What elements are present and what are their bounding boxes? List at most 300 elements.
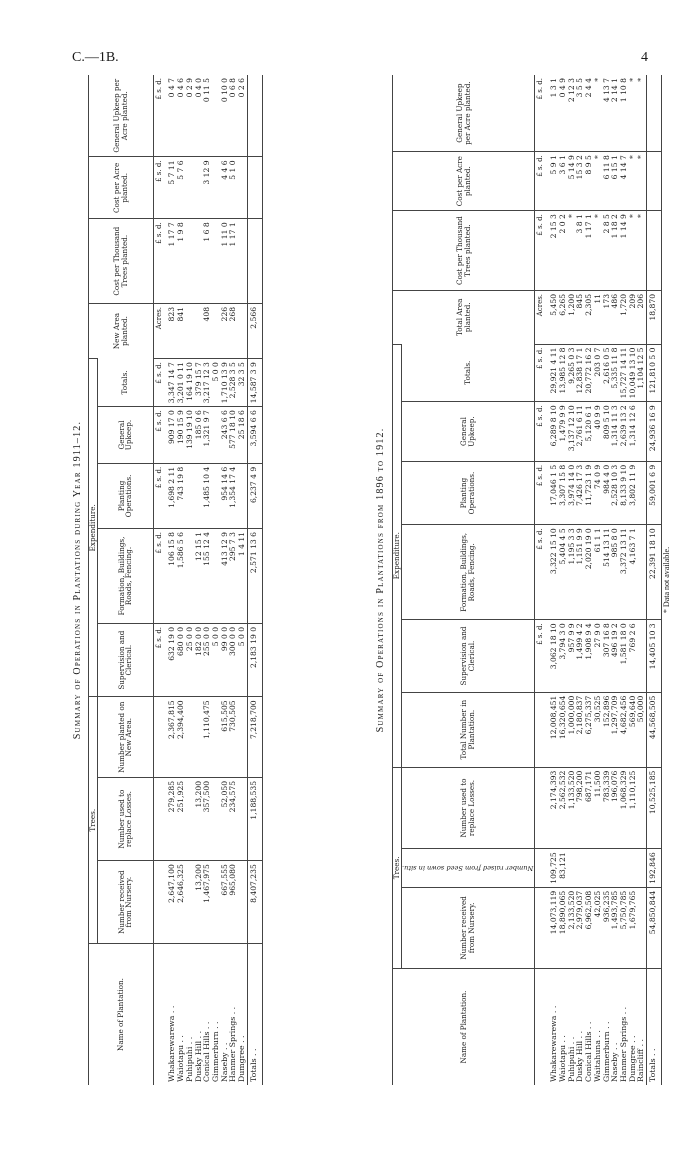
table-cell [238,219,247,304]
col-cost-thousand: Cost per Thousand Trees planted. [393,211,535,291]
table-cell: 13,985 12 8 [559,344,568,402]
table-cell: 14,405 10 3 [647,620,662,692]
table-cell: 52,050 [221,777,230,860]
table-cell: 954 14 6 [221,463,230,528]
table-cell: 1,110,125 [629,767,638,849]
table-cell: 1,151 9 9 [576,525,585,620]
table-cell [637,620,646,692]
table-row [186,75,195,1085]
table-cell: 164 19 10 [186,359,195,407]
table-cell: 6,275,337 [585,692,594,767]
table-cell: 307 16 8 [603,620,612,692]
table-cell: 5 0 0 [238,623,247,696]
table-cell: 8,133 9 10 [620,461,629,524]
table-cell: 2 0 2 [559,211,568,291]
table-cell: 1 9 8 [177,219,186,304]
table-cell [247,157,262,219]
table-cell: 0 4 0 [193,78,203,98]
table-cell: 2,020 19 0 [585,525,594,620]
table-cell: 798,200 [576,767,585,849]
table-cell: 1,720 [620,290,629,344]
table-cell: 25 0 0 [186,623,195,696]
col-area: Total Area planted. [393,290,535,344]
table-cell: 1 6 8 [203,219,212,304]
group-trees: Trees. [393,767,402,968]
table-cell [535,767,545,849]
table-cell: 27 9 0 [594,620,603,692]
table-cell [637,402,646,462]
table-cell [535,849,545,887]
table-cell: 0 4 6 [176,78,186,98]
table-cell: 1,321 9 7 [203,407,212,464]
table-cell: 10,049 13 10 [629,344,638,402]
table-cell: 4 4 6 [221,157,230,219]
table-cell: 985 8 0 [611,525,620,620]
plantation-name-cell: Waiotapu . . [559,969,568,1086]
table2-title: Summary of Operations in Plantations from 1896 to 1912. [375,427,386,733]
col-upkeep: General Upkeep. [97,407,153,464]
table-cell [186,219,195,304]
table-cell: 957 9 9 [568,620,577,692]
plantation-name-cell: Hanmer Springs . . [620,969,629,1086]
table-cell: 182 0 0 [195,623,204,696]
table-cell: 965,080 [229,861,238,944]
table-cell: 74 0 9 [594,461,603,524]
units-row [535,75,545,1085]
table-cell: 769 2 6 [629,620,638,692]
plantation-name-cell: Raincliff . . [637,969,646,1086]
table-cell: 823 [168,303,177,358]
table-cell [629,849,638,887]
table-cell: 841 [177,303,186,358]
table-cell [585,849,594,887]
table-cell: 13,200 [195,861,204,944]
table-cell: 155 12 4 [203,529,212,624]
table-cell: 1,104 12 5 [637,344,646,402]
table-cell: 2,639 13 2 [620,402,629,462]
col-cost-thousand: Cost per Thousand Trees planted. [89,219,154,304]
table-cell [647,211,662,291]
plantation-name-cell: Hanmer Springs . . [229,944,238,1086]
table-cell [153,861,163,944]
table-cell: 11,500 [594,767,603,849]
page-number: 4 [641,50,648,65]
col-upkeep-acre: General Upkeep per Acre planted. [89,75,154,157]
table-cell: 209 [629,290,638,344]
table-cell: 5 9 1 [550,152,559,211]
table-cell: 3,201 0 11 [177,359,186,407]
table-cell: 2 4 4 [584,78,594,98]
plantation-name-cell: Dusky Hill . . [195,944,204,1086]
col-supervision: Supervision and Clerical. [97,623,153,696]
group-expenditure: Expenditure. [89,359,98,697]
table-cell: £ s. d. [535,620,545,692]
table-cell: £ s. d. [535,211,545,291]
plantation-name-cell: Naseby . . [611,969,620,1086]
col-received: Number received from Nursery. [97,861,153,944]
table-cell [535,887,545,968]
table-row [620,75,629,1085]
table-cell: 569,640 [629,692,638,767]
table-cell [247,219,262,304]
table-cell: 234,575 [229,777,238,860]
table-cell: 667,555 [221,861,230,944]
table-cell: 1,499 4 2 [576,620,585,692]
col-replace: Number used to replace Losses. [401,767,535,849]
col-cost-acre: Cost per Acre planted. [393,152,535,211]
table-cell: * [592,78,602,82]
table-cell: 25 18 6 [238,407,247,464]
table-cell: 1,314 11 3 [611,402,620,462]
table-cell: * [627,78,637,82]
table-cell: 5 0 0 [212,623,221,696]
table-cell: 226 [221,303,230,358]
plantation-name-cell [153,944,163,1086]
table-cell: 1,493,785 [611,887,620,968]
col-formation: Formation, Buildings, Roads, Fencing. [97,529,153,624]
plantation-name-cell: Dumgree . . [629,969,638,1086]
table-cell: 14,587 3 9 [247,359,262,407]
table-cell: 5 0 0 [212,359,221,407]
table-cell: 15 3 2 [576,152,585,211]
group-expenditure: Expenditure. [393,344,402,767]
table-cell: 2,367,815 [168,697,177,778]
col-seed [401,849,535,887]
table-cell: 5,335 11 8 [611,344,620,402]
table-cell: 1,586 5 6 [177,529,186,624]
col-name: Name of Plantation. [89,944,154,1086]
table-cell: 20,772 16 2 [585,344,594,402]
table-row [629,75,638,1085]
table-cell: 7,218,700 [247,697,262,778]
table-cell: * [629,211,638,291]
table-cell: 1,479 9 9 [559,402,568,462]
col-new: Number planted on New Area. [97,697,153,778]
table-row [559,75,568,1085]
table-cell: 203 0 7 [594,344,603,402]
table-cell [568,849,577,887]
table-cell: 3 5 5 [575,78,585,98]
table-cell [594,849,603,887]
document-code: C.—1B. [72,50,119,65]
table-cell: 106 15 8 [168,529,177,624]
table-cell: £ s. d. [153,407,163,464]
table-cell: 6,265 [559,290,568,344]
table-cell: £ s. d. [535,402,545,462]
table-cell: 3 6 1 [559,152,568,211]
table-cell: 2,647,100 [168,861,177,944]
table-cell [576,849,585,887]
table-cell: 984 4 0 [603,461,612,524]
table-cell: 2,646,325 [177,861,186,944]
table-cell: 196,076 [611,767,620,849]
table-cell: 809 5 10 [603,402,612,462]
table-cell: 0 11 5 [202,78,212,103]
table-cell [637,461,646,524]
table-cell: 2,133,520 [568,887,577,968]
table-cell: 2,528 10 3 [611,461,620,524]
units-row [153,75,163,1085]
plantation-name-cell: Puhipuhi . . [568,969,577,1086]
table-cell [238,777,247,860]
plantation-name-cell [535,969,545,1086]
table-cell: Acres. [535,290,545,344]
table-cell: 0 4 9 [557,78,567,98]
table-cell: 1 18 2 [611,211,620,291]
table-cell: 54,850,844 [647,887,662,968]
table-cell [153,777,163,860]
table-cell: 4,163 7 1 [629,525,638,620]
table-cell: 6,962,508 [585,887,594,968]
table-cell: 486 [611,290,620,344]
table-cell: 2 8 5 [603,211,612,291]
plantation-name-cell: Whakarewarewa . . [168,944,177,1086]
table-cell: 3,322 15 10 [550,525,559,620]
table-cell: £ s. d. [154,78,163,100]
table-cell: 295 7 3 [229,529,238,624]
table-row [585,75,594,1085]
table-cell [186,463,195,528]
table-cell: 5 7 11 [168,157,177,219]
table-cell: 4,682,456 [620,692,629,767]
table-cell: 730,505 [229,697,238,778]
plantation-name-cell: Conical Hills . . [203,944,212,1086]
table-cell [637,525,646,620]
table-cell: 13,200 [195,777,204,860]
table-cell: 11 [594,290,603,344]
col-cost-acre: Cost per Acre planted. [89,157,154,219]
table-cell: 139 19 10 [186,407,195,464]
table-cell: 1 17 1 [585,211,594,291]
table-cell: 357,500 [203,777,212,860]
table-cell: 514 13 11 [603,525,612,620]
table-cell [637,767,646,849]
table-cell: 3,137 12 10 [568,402,577,462]
table-cell: 680 0 0 [177,623,186,696]
table-cell: 3,974 14 0 [568,461,577,524]
table-cell: 12 15 1 [195,529,204,624]
table-cell [238,861,247,944]
plantation-name-cell: Puhipuhi . . [186,944,195,1086]
table-cell: 1 17 1 [229,219,238,304]
table-cell: * [636,78,646,82]
table-cell [238,697,247,778]
plantation-name-cell: Dusky Hill . . [576,969,585,1086]
table-cell: £ s. d. [535,344,545,402]
table-cell: 0 2 6 [237,78,247,98]
table-cell: * [594,152,603,211]
plantation-name-cell: Dumgree . . [238,944,247,1086]
plantation-name-cell: Totals . . [247,944,262,1086]
col-name: Name of Plantation. [393,969,535,1086]
table-cell: 6,237 4 9 [247,463,262,528]
table-cell: 30,525 [594,692,603,767]
table-cell: 6 15 1 [611,152,620,211]
table-cell: 18,870 [647,290,662,344]
table-cell: 0 4 7 [167,78,177,98]
table-cell: 2 14 1 [610,78,620,103]
table-cell: 1,314 12 6 [629,402,638,462]
table-cell: 2,528 3 5 [229,359,238,407]
col-upkeep-acre: General Upkeep per Acre planted. [393,75,535,152]
table-cell: 1 11 0 [221,219,230,304]
table-cell: 1,354 17 4 [229,463,238,528]
table-cell: £ s. d. [153,623,163,696]
table-cell: 3 8 1 [576,211,585,291]
table-cell: 5,404 4 5 [559,525,568,620]
table-cell [647,152,662,211]
table-cell [247,75,262,157]
col-total: Total Number in Plantation. [401,692,535,767]
table-cell: 1 17 7 [168,219,177,304]
table-cell: 496 19 2 [611,620,620,692]
rotated-content [70,75,680,1085]
table-cell: 109,725 [550,849,559,887]
table-cell: 15,727 14 11 [620,344,629,402]
table-cell: 14,073,119 [550,887,559,968]
table-cell: 1 4 11 [238,529,247,624]
table-cell: 192,846 [647,849,662,887]
table-cell: 3,347 14 7 [168,359,177,407]
table-cell: 1,068,329 [620,767,629,849]
table-cell: * [637,152,646,211]
table-cell: 99 0 0 [221,623,230,696]
table-cell: 3 12 9 [203,157,212,219]
table-cell: 1,679,765 [629,887,638,968]
table-cell: 2,394,400 [177,697,186,778]
table-row [229,75,238,1085]
table-cell: 185 0 6 [195,407,204,464]
table-cell: 2,616 0 5 [603,344,612,402]
table-cell: 190 15 9 [177,407,186,464]
table-cell: 2,183 19 0 [247,623,262,696]
table-cell: 121,810 5 0 [647,344,662,402]
table-cell: 3,794 3 0 [559,620,568,692]
table-cell: 1,908 9 4 [585,620,594,692]
table-cell: 1,200 [568,290,577,344]
col-totals: Totals. [97,359,153,407]
table-cell: 9,265 0 3 [568,344,577,402]
table-cell: 2,305 [585,290,594,344]
table-cell: 1,110,475 [203,697,212,778]
table-cell [238,157,247,219]
table-cell: 3,802 11 9 [629,461,638,524]
table-cell: 2,174,393 [550,767,559,849]
table-cell: 2 12 3 [566,78,576,103]
table-cell: 300 0 0 [229,623,238,696]
table-cell: 268 [229,303,238,358]
table-row [177,75,186,1085]
table-cell: 1 14 9 [620,211,629,291]
table-cell: 632 19 0 [168,623,177,696]
totals-row [647,75,662,1085]
col-received: Number received from Nursery. [401,887,535,968]
table-cell: 909 17 0 [168,407,177,464]
table-cell: 3,594 6 6 [247,407,262,464]
table-cell: 577 18 10 [229,407,238,464]
table-cell: 5,450 [550,290,559,344]
table-cell [620,849,629,887]
table-cell: * [568,211,577,291]
footnote: * Data not available. [662,546,671,614]
table-cell: 2 15 3 [550,211,559,291]
table1-body [153,75,262,1085]
table-cell: 379 15 7 [195,359,204,407]
table-cell [611,849,620,887]
plantation-name-cell: Waiotapu . . [177,944,186,1086]
table-cell: 251,925 [177,777,186,860]
table-cell [153,697,163,778]
table-cell: 17,046 1 5 [550,461,559,524]
table-cell [603,849,612,887]
col-totals: Totals. [401,344,535,402]
table-cell: 0 2 9 [184,78,194,98]
table-cell: 12,008,451 [550,692,559,767]
table-cell: 783,339 [603,767,612,849]
col-planting: Planting Operations. [401,461,535,524]
table-cell: 1 10 8 [618,78,628,103]
table-cell: 5 7 6 [177,157,186,219]
table-cell: 2,571 13 6 [247,529,262,624]
table-cell: 24,936 16 9 [647,402,662,462]
table-cell [238,463,247,528]
table-cell: 1,710 13 9 [221,359,230,407]
table-cell: 4 14 7 [620,152,629,211]
table-cell: 279,285 [168,777,177,860]
table-cell: 1,485 10 4 [203,463,212,528]
table-cell: 1,698 2 11 [168,463,177,528]
plantation-name-cell: Waitahuna . . [594,969,603,1086]
table-cell: £ s. d. [153,219,163,304]
table-cell: £ s. d. [536,78,545,100]
group-trees: Trees. [89,697,98,944]
table-cell: Acres. [153,303,163,358]
table-cell: 687,171 [585,767,594,849]
col-seed-label: Number raised from Seed sown in situ. [401,864,533,873]
table-cell: 0 6 8 [228,78,238,98]
table-cell [637,849,646,887]
table-cell: £ s. d. [153,157,163,219]
table-cell: 936,235 [603,887,612,968]
table-cell: 59,001 6 9 [647,461,662,524]
table-cell: 615,505 [221,697,230,778]
table-cell: 32 3 5 [238,359,247,407]
table-cell: 3,307 15 8 [559,461,568,524]
table-cell: * [594,211,603,291]
table-cell: 16,320,654 [559,692,568,767]
table-cell: 42,025 [594,887,603,968]
table-cell [186,303,195,358]
table-cell: 1,467,975 [203,861,212,944]
plantation-name-cell: Conical Hills . . [585,969,594,1086]
table-cell: 83,121 [559,849,568,887]
table-cell [186,157,195,219]
table-cell: * [629,152,638,211]
table-cell: 0 10 0 [219,78,229,103]
table-cell [186,697,195,778]
table-cell: 8 9 5 [585,152,594,211]
table-cell: 2,761 6 11 [576,402,585,462]
table-row [637,75,646,1085]
table-cell: 5 14 9 [568,152,577,211]
table-cell: 2,566 [247,303,262,358]
table-cell: £ s. d. [153,463,163,528]
table-cell: 413 12 9 [221,529,230,624]
table-cell [238,303,247,358]
table-cell: 5 1 0 [229,157,238,219]
table1-title: Summary of Operations in Plantations during Year 1911–12. [72,420,83,740]
col-formation: Formation, Buildings, Roads, Fencing. [401,525,535,620]
